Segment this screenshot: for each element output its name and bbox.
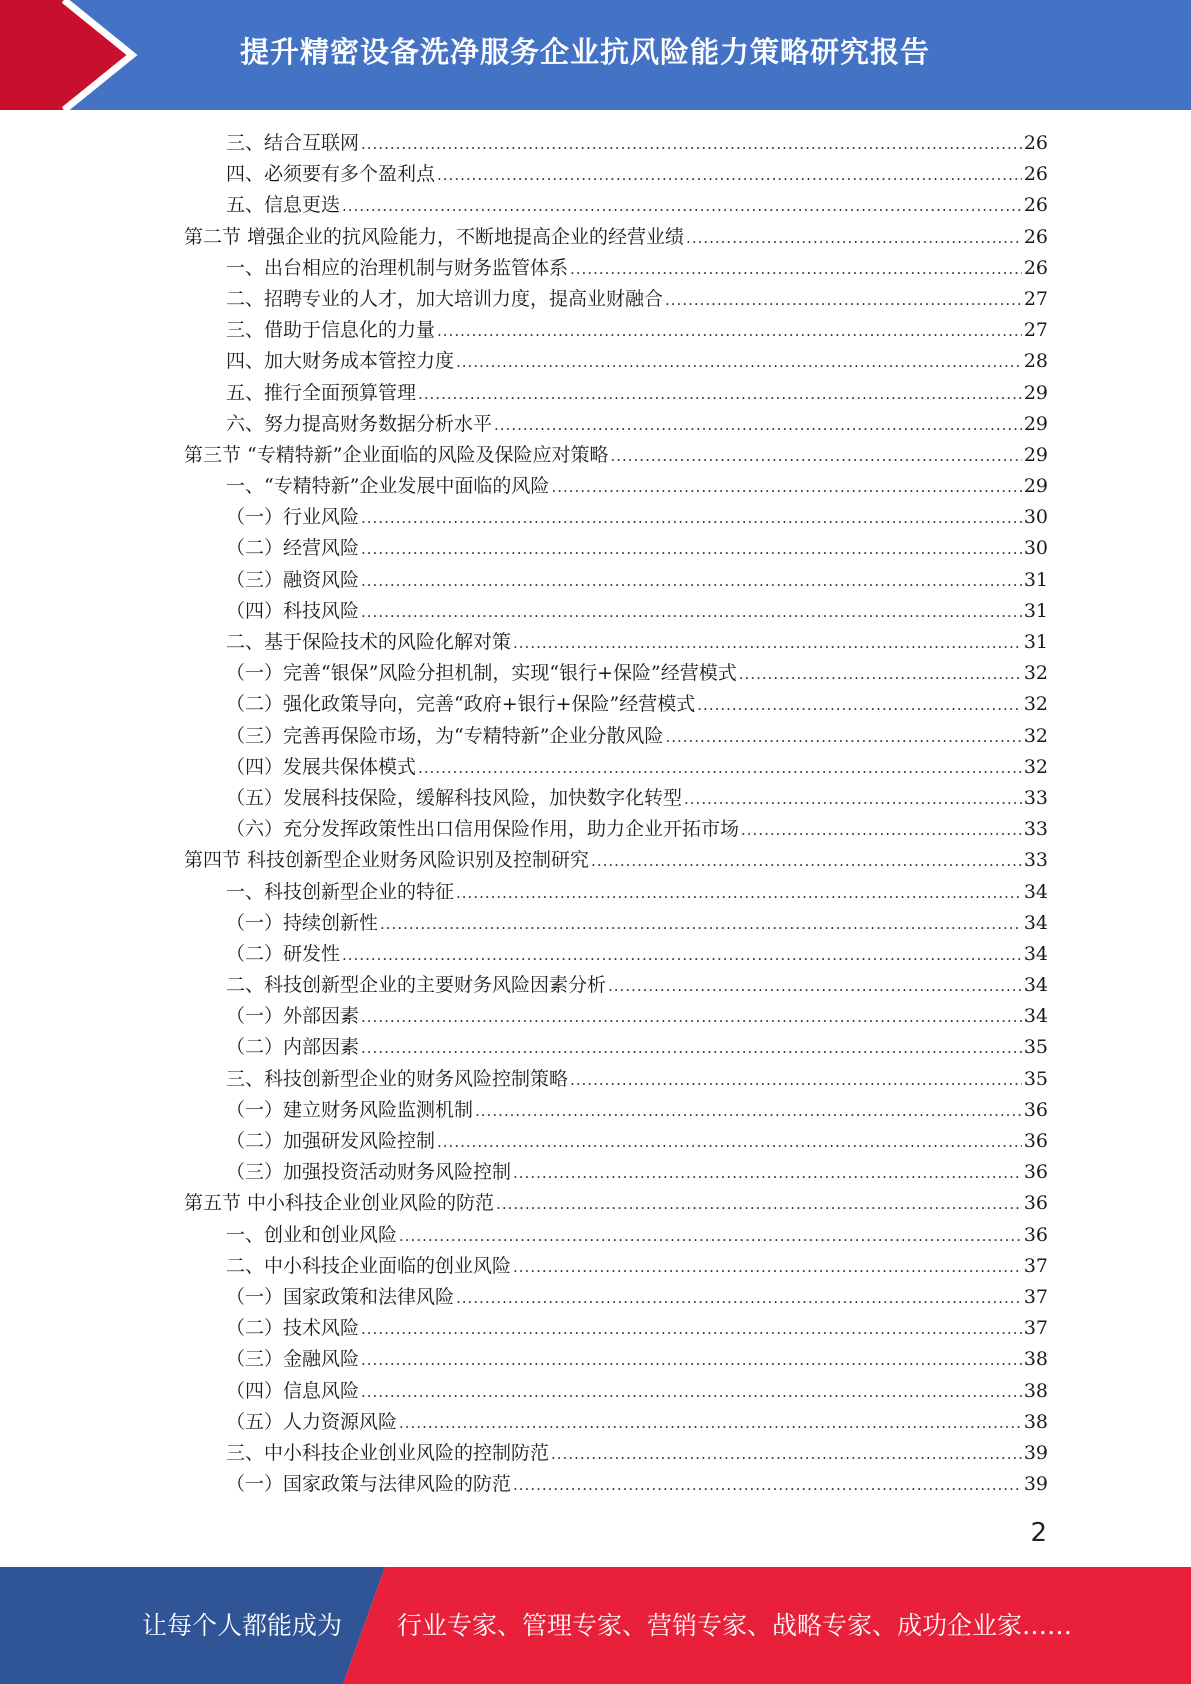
toc-entry[interactable] <box>0 1188 1191 1219</box>
toc-entry-title: 六、努力提高财务数据分析水平 <box>226 412 493 435</box>
toc-entry[interactable] <box>0 970 1191 1001</box>
toc-entry-page-number: 38 <box>1023 1348 1048 1371</box>
toc-entry-title: 四、必须要有多个盈利点 <box>226 163 436 186</box>
toc-entry-title: （一）国家政策和法律风险 <box>226 1285 455 1308</box>
toc-entry[interactable] <box>0 845 1191 876</box>
toc-entry[interactable] <box>0 378 1191 409</box>
toc-entry[interactable] <box>0 1032 1191 1063</box>
toc-dot-leader <box>456 878 1022 909</box>
toc-dot-leader <box>591 846 1022 877</box>
toc-entry-title: （二）技术风险 <box>226 1317 360 1340</box>
toc-entry-title: （一）行业风险 <box>226 506 360 529</box>
toc-dot-leader <box>570 254 1022 285</box>
toc-entry[interactable] <box>0 1064 1191 1095</box>
toc-dot-leader <box>361 534 1022 565</box>
toc-entry-title: （六）充分发挥政策性出口信用保险作用，助力企业开拓市场 <box>226 818 740 841</box>
toc-entry-title: 三、结合互联网 <box>226 132 360 154</box>
toc-entry-title: 三、借助于信息化的力量 <box>226 319 436 342</box>
toc-dot-leader <box>686 223 1022 254</box>
toc-entry[interactable] <box>0 1344 1191 1375</box>
toc-entry-page-number: 29 <box>1023 443 1048 466</box>
toc-dot-leader <box>361 1002 1022 1033</box>
toc-entry[interactable] <box>0 315 1191 346</box>
toc-entry-page-number: 34 <box>1023 880 1048 903</box>
toc-entry-page-number: 34 <box>1023 911 1048 934</box>
toc-entry[interactable] <box>0 1376 1191 1407</box>
toc-entry-page-number: 26 <box>1023 256 1048 279</box>
toc-dot-leader <box>342 191 1022 222</box>
toc-entry[interactable] <box>0 596 1191 627</box>
toc-entry-title: （二）加强研发风险控制 <box>226 1130 436 1152</box>
toc-dot-leader <box>418 379 1022 410</box>
toc-dot-leader <box>570 1065 1022 1096</box>
toc-entry-title: （一）持续创新性 <box>226 911 379 934</box>
toc-entry[interactable] <box>0 814 1191 845</box>
toc-entry-page-number: 32 <box>1023 724 1048 747</box>
toc-dot-leader <box>513 628 1022 659</box>
toc-entry-title: 五、信息更迭 <box>226 194 341 217</box>
toc-entry-page-number: 34 <box>1023 974 1048 997</box>
toc-entry-page-number: 34 <box>1023 1005 1048 1028</box>
toc-entry[interactable] <box>0 1126 1191 1157</box>
toc-dot-leader <box>399 1221 1022 1252</box>
toc-entry-title: （四）发展共保体模式 <box>226 755 417 778</box>
toc-entry[interactable] <box>0 1282 1191 1313</box>
page-header <box>0 0 1191 110</box>
toc-entry-page-number: 34 <box>1023 942 1048 965</box>
toc-entry-page-number: 26 <box>1023 194 1048 217</box>
toc-entry-page-number: 35 <box>1023 1067 1048 1090</box>
toc-entry-title: （三）金融风险 <box>226 1348 360 1371</box>
toc-dot-leader <box>361 129 1022 160</box>
toc-dot-leader <box>361 566 1022 597</box>
toc-entry[interactable] <box>0 658 1191 689</box>
toc-entry-title: （五）人力资源风险 <box>226 1410 398 1433</box>
toc-entry-page-number: 37 <box>1023 1285 1048 1308</box>
toc-entry-page-number: 29 <box>1023 381 1048 404</box>
toc-dot-leader <box>513 1252 1022 1283</box>
toc-dot-leader <box>437 160 1022 191</box>
toc-entry[interactable] <box>0 409 1191 440</box>
toc-dot-leader <box>665 285 1022 316</box>
toc-dot-leader <box>380 909 1022 940</box>
toc-entry-title: （五）发展科技保险，缓解科技风险，加快数字化转型 <box>226 786 683 809</box>
toc-dot-leader <box>684 784 1022 815</box>
toc-entry-page-number: 38 <box>1023 1379 1048 1402</box>
toc-entry-page-number: 36 <box>1023 1130 1048 1152</box>
toc-entry-page-number: 32 <box>1023 662 1048 685</box>
toc-entry-page-number: 36 <box>1023 1098 1048 1121</box>
toc-entry-page-number: 26 <box>1023 163 1048 186</box>
page-number: 2 <box>1030 1518 1047 1548</box>
toc-entry[interactable] <box>0 1157 1191 1188</box>
toc-entry[interactable] <box>0 1220 1191 1251</box>
toc-entry[interactable] <box>0 627 1191 658</box>
toc-entry-title: （二）强化政策导向，完善“政府+银行+保险”经营模式 <box>226 693 696 716</box>
toc-dot-leader <box>496 1189 1022 1220</box>
toc-entry[interactable] <box>0 1469 1191 1500</box>
toc-entry[interactable] <box>0 190 1191 221</box>
toc-entry-title: 一、“专精特新”企业发展中面临的风险 <box>226 475 550 498</box>
toc-entry-page-number: 27 <box>1023 287 1048 310</box>
toc-entry-page-number: 36 <box>1023 1161 1048 1184</box>
toc-entry-title: 四、加大财务成本管控力度 <box>226 350 455 373</box>
toc-dot-leader <box>513 1470 1022 1501</box>
toc-dot-leader <box>399 1408 1022 1439</box>
toc-entry[interactable] <box>0 128 1191 159</box>
toc-entry-title: 第三节 “专精特新”企业面临的风险及保险应对策略 <box>184 443 609 466</box>
toc-entry-title: （一）完善“银保”风险分担机制，实现“银行+保险”经营模式 <box>226 662 737 685</box>
toc-dot-leader <box>697 690 1022 721</box>
toc-dot-leader <box>665 722 1021 753</box>
toc-dot-leader <box>513 1158 1022 1189</box>
toc-entry-title: 第二节 增强企业的抗风险能力，不断地提高企业的经营业绩 <box>184 225 685 248</box>
toc-entry-page-number: 35 <box>1023 1036 1048 1059</box>
toc-entry[interactable] <box>0 1251 1191 1282</box>
toc-entry-title: 第四节 科技创新型企业财务风险识别及控制研究 <box>184 849 590 872</box>
toc-entry[interactable] <box>0 1001 1191 1032</box>
toc-entry-title: （三）融资风险 <box>226 568 360 591</box>
footer-slogan-left: 让每个人都能成为 <box>142 1611 343 1640</box>
toc-dot-leader <box>437 1127 1022 1158</box>
toc-entry-title: （一）国家政策与法律风险的防范 <box>226 1473 512 1496</box>
toc-entry-title: （二）经营风险 <box>226 537 360 560</box>
toc-entry[interactable] <box>0 689 1191 720</box>
toc-entry-page-number: 30 <box>1023 537 1048 560</box>
toc-entry[interactable] <box>0 752 1191 783</box>
toc-entry-title: 三、中小科技企业创业风险的控制防范 <box>226 1441 550 1464</box>
toc-entry-title: （三）完善再保险市场，为“专精特新”企业分散风险 <box>226 724 664 747</box>
toc-entry[interactable] <box>0 939 1191 970</box>
toc-entry-page-number: 32 <box>1023 693 1048 716</box>
toc-entry[interactable] <box>0 253 1191 284</box>
toc-dot-leader <box>361 1033 1022 1064</box>
toc-entry-page-number: 39 <box>1023 1473 1048 1496</box>
toc-dot-leader <box>361 503 1022 534</box>
toc-dot-leader <box>361 1377 1022 1408</box>
toc-entry-page-number: 39 <box>1023 1441 1048 1464</box>
toc-entry-title: 三、科技创新型企业的财务风险控制策略 <box>226 1067 569 1090</box>
toc-entry[interactable] <box>0 783 1191 814</box>
footer-slogan-right: 行业专家、管理专家、营销专家、战略专家、成功企业家…… <box>397 1611 1073 1640</box>
toc-entry-page-number: 36 <box>1023 1223 1048 1246</box>
header-arrow-decoration <box>0 0 160 110</box>
toc-entry-page-number: 29 <box>1023 412 1048 435</box>
toc-dot-leader <box>608 971 1022 1002</box>
toc-entry-page-number: 32 <box>1023 755 1048 778</box>
toc-entry-title: （二）内部因素 <box>226 1036 360 1059</box>
toc-dot-leader <box>494 410 1022 441</box>
toc-entry-page-number: 29 <box>1023 475 1048 498</box>
toc-entry[interactable] <box>0 565 1191 596</box>
toc-entry-title: 一、创业和创业风险 <box>226 1223 398 1246</box>
toc-entry-title: 一、科技创新型企业的特征 <box>226 880 455 903</box>
page-footer <box>0 1567 1191 1684</box>
toc-entry-page-number: 26 <box>1023 225 1048 248</box>
toc-entry-page-number: 31 <box>1023 599 1048 622</box>
toc-entry[interactable] <box>0 533 1191 564</box>
toc-entry-page-number: 31 <box>1023 631 1048 653</box>
toc-entry[interactable] <box>0 440 1191 471</box>
toc-entry-page-number: 31 <box>1023 568 1048 591</box>
toc-dot-leader <box>437 316 1022 347</box>
table-of-contents <box>0 128 1191 1500</box>
toc-entry-page-number: 37 <box>1023 1254 1048 1277</box>
toc-entry-title: 一、出台相应的治理机制与财务监管体系 <box>226 256 569 279</box>
toc-dot-leader <box>456 347 1022 378</box>
toc-entry-page-number: 30 <box>1023 506 1048 529</box>
toc-entry-title: 二、招聘专业的人才，加大培训力度，提高业财融合 <box>226 287 664 310</box>
toc-dot-leader <box>475 1096 1022 1127</box>
toc-entry-title: 二、中小科技企业面临的创业风险 <box>226 1254 512 1277</box>
toc-entry-title: 第五节 中小科技企业创业风险的防范 <box>184 1192 495 1215</box>
toc-dot-leader <box>361 1345 1022 1376</box>
toc-entry-title: （一）建立财务风险监测机制 <box>226 1098 474 1121</box>
toc-entry[interactable] <box>0 502 1191 533</box>
toc-entry-title: （一）外部因素 <box>226 1005 360 1028</box>
toc-entry-title: （四）信息风险 <box>226 1379 360 1402</box>
toc-dot-leader <box>361 597 1022 628</box>
toc-entry-page-number: 28 <box>1023 350 1048 373</box>
toc-dot-leader <box>741 815 1022 846</box>
toc-entry[interactable] <box>0 1438 1191 1469</box>
toc-entry-title: （三）加强投资活动财务风险控制 <box>226 1161 512 1184</box>
toc-entry[interactable] <box>0 471 1191 502</box>
toc-entry[interactable] <box>0 159 1191 190</box>
toc-entry[interactable] <box>0 1095 1191 1126</box>
toc-dot-leader <box>551 472 1021 503</box>
toc-entry[interactable] <box>0 877 1191 908</box>
toc-entry-page-number: 33 <box>1023 786 1048 809</box>
toc-entry-title: （二）研发性 <box>226 942 341 965</box>
toc-entry[interactable] <box>0 1407 1191 1438</box>
toc-dot-leader <box>361 1314 1022 1345</box>
toc-entry-page-number: 27 <box>1023 319 1048 342</box>
toc-dot-leader <box>610 441 1021 472</box>
toc-dot-leader <box>342 940 1022 971</box>
toc-entry-title: 二、科技创新型企业的主要财务风险因素分析 <box>226 974 607 997</box>
toc-entry[interactable] <box>0 284 1191 315</box>
toc-entry-page-number: 36 <box>1023 1192 1048 1215</box>
toc-dot-leader <box>739 659 1022 690</box>
toc-entry-title: 二、基于保险技术的风险化解对策 <box>226 631 512 653</box>
toc-dot-leader <box>418 753 1022 784</box>
toc-entry[interactable] <box>0 721 1191 752</box>
toc-entry-title: （四）科技风险 <box>226 599 360 622</box>
toc-entry-title: 五、推行全面预算管理 <box>226 381 417 404</box>
toc-entry[interactable] <box>0 346 1191 377</box>
toc-entry[interactable] <box>0 222 1191 253</box>
toc-entry-page-number: 37 <box>1023 1317 1048 1340</box>
toc-dot-leader <box>456 1283 1022 1314</box>
toc-entry-page-number: 38 <box>1023 1410 1048 1433</box>
toc-entry-page-number: 33 <box>1023 849 1048 872</box>
toc-entry-page-number: 26 <box>1023 132 1048 154</box>
toc-entry[interactable] <box>0 908 1191 939</box>
toc-entry-page-number: 33 <box>1023 818 1048 841</box>
toc-entry[interactable] <box>0 1313 1191 1344</box>
toc-dot-leader <box>551 1439 1022 1470</box>
report-title: 提升精密设备洗净服务企业抗风险能力策略研究报告 <box>240 35 931 69</box>
